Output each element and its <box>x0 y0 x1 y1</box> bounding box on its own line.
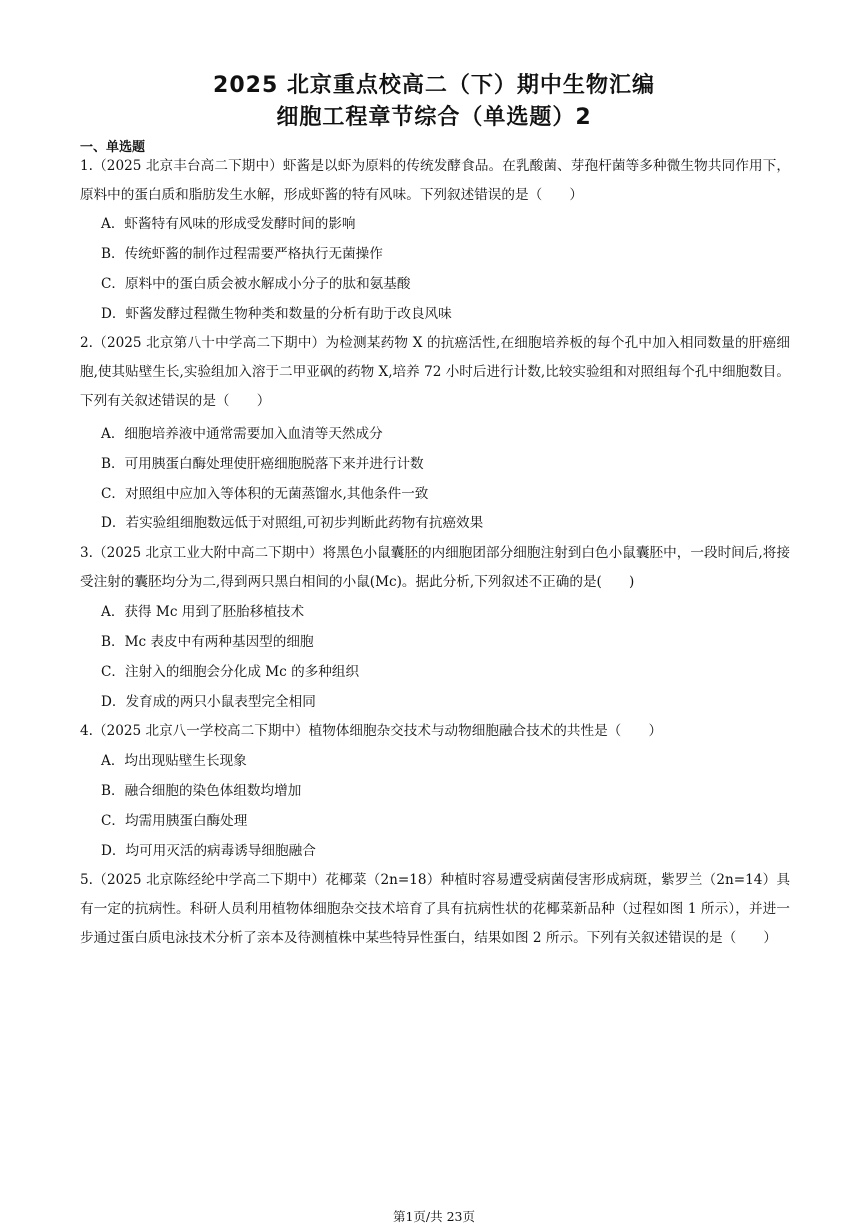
question-4-option-a: A．均出现贴壁生长现象 <box>101 753 247 769</box>
question-4-option-d: D．均可用灭活的病毒诱导细胞融合 <box>101 843 316 859</box>
question-1-option-d: D．虾酱发酵过程微生物种类和数量的分析有助于改良风味 <box>101 306 452 322</box>
question-3-stem: 3.（2025 北京工业大附中高二下期中）将黑色小鼠囊胚的内细胞团部分细胞注射到白色小鼠囊胚中，一段时间后,将接受注射的囊胚均分为二,得到两只黑白相间的小鼠(Mc)。据此分析,下列叙述不正确的是( ) <box>80 545 790 590</box>
question-4-option-b: B．融合细胞的染色体组数均增加 <box>101 783 302 799</box>
question-3-option-b: B．Mc 表皮中有两种基因型的细胞 <box>101 634 314 650</box>
question-2-stem: 2.（2025 北京第八十中学高二下期中）为检测某药物 X 的抗癌活性,在细胞培养板的每个孔中加入相同数量的肝癌细胞,使其贴壁生长,实验组加入溶于二甲亚砜的药物 X,培养 72 小时后进行计数,比较实验组和对照组每个孔中细胞数目。下列有关叙述错误的是（ ） <box>80 335 790 409</box>
question-1-option-b: B．传统虾酱的制作过程需要严格执行无菌操作 <box>101 246 383 262</box>
question-1-stem: 1.（2025 北京丰台高二下期中）虾酱是以虾为原料的传统发酵食品。在乳酸菌、芽孢杆菌等多种微生物共同作用下，原料中的蛋白质和脂肪发生水解，形成虾酱的特有风味。下列叙述错误的是（ ） <box>80 158 790 203</box>
section-heading: 一、单选题 <box>80 140 146 155</box>
question-2-option-a: A．细胞培养液中通常需要加入血清等天然成分 <box>101 426 383 442</box>
question-3-option-c: C．注射入的细胞会分化成 Mc 的多种组织 <box>101 664 360 680</box>
question-3-option-a: A．获得 Mc 用到了胚胎移植技术 <box>101 604 305 620</box>
page-number: 第1页/共 23页 <box>392 1209 476 1224</box>
question-4-stem: 4.（2025 北京八一学校高二下期中）植物体细胞杂交技术与动物细胞融合技术的共性是（ ） <box>80 723 663 739</box>
question-4-option-c: C．均需用胰蛋白酶处理 <box>101 813 248 829</box>
question-3-option-d: D．发育成的两只小鼠表型完全相同 <box>101 694 316 710</box>
question-2-option-b: B．可用胰蛋白酶处理使肝癌细胞脱落下来并进行计数 <box>101 456 424 472</box>
document-title-line1: 2025 北京重点校高二（下）期中生物汇编 <box>213 73 655 98</box>
question-2-option-c: C．对照组中应加入等体积的无菌蒸馏水,其他条件一致 <box>101 486 429 502</box>
question-5-stem: 5.（2025 北京陈经纶中学高二下期中）花椰菜（2n=18）种植时容易遭受病菌侵害形成病斑，紫罗兰（2n=14）具有一定的抗病性。科研人员利用植物体细胞杂交技术培育了具有抗病性状的花椰菜新品种（过程如图 1 所示），并进一步通过蛋白质电泳技术分析了亲本及待测植株中某些特异性蛋白，结果如图 2 所示。下列有关叙述错误的是（ ） <box>80 872 790 946</box>
document-title-line2: 细胞工程章节综合（单选题）2 <box>276 105 592 130</box>
question-1-option-a: A．虾酱特有风味的形成受发酵时间的影响 <box>101 216 356 232</box>
question-1-option-c: C．原料中的蛋白质会被水解成小分子的肽和氨基酸 <box>101 276 411 292</box>
question-2-option-d: D．若实验组细胞数远低于对照组,可初步判断此药物有抗癌效果 <box>101 515 484 531</box>
